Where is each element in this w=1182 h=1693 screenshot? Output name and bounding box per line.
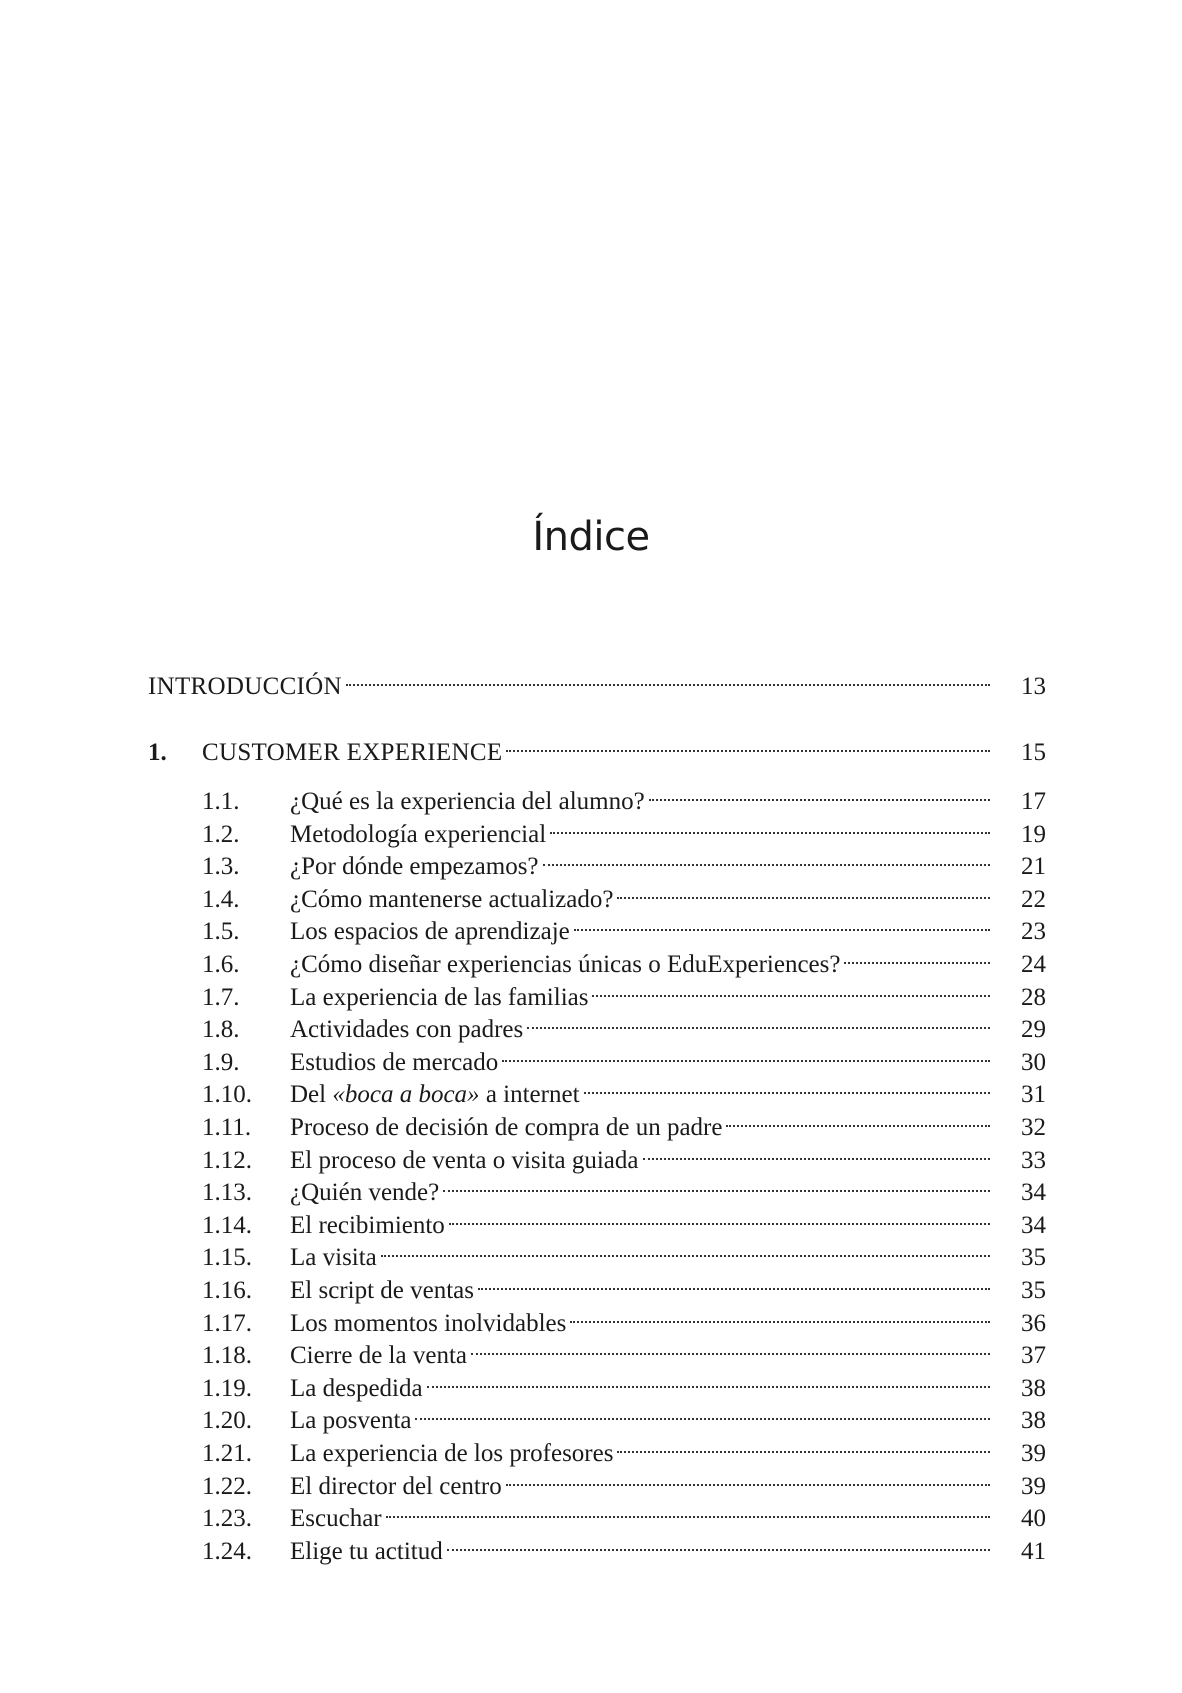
dot-leader: [447, 1525, 990, 1559]
toc-entry-page: 37: [1021, 1342, 1046, 1370]
dot-leader: [506, 726, 990, 760]
toc-entry-title: Estudios de mercado: [290, 1048, 499, 1076]
toc-section-number: 1.4.: [202, 885, 240, 913]
dot-leader: [427, 1362, 990, 1396]
toc-section-number: 1.9.: [202, 1048, 240, 1076]
toc-entry-title: Los momentos inolvidables: [290, 1309, 567, 1337]
toc-entry: [148, 1101, 1046, 1141]
toc-entry-page: 23: [1021, 918, 1046, 946]
toc-entry-page: 32: [1021, 1114, 1046, 1141]
toc-entry-page: 21: [1021, 853, 1046, 881]
toc-entry: [148, 1525, 1046, 1565]
dot-leader: [415, 1394, 990, 1428]
toc-section-number: 1.8.: [202, 1016, 240, 1044]
toc-entry-chapter-1: [148, 726, 1046, 766]
toc-entry-title: Escuchar: [290, 1505, 382, 1533]
toc-entry: [148, 840, 1046, 881]
toc-entry-title: La visita: [290, 1244, 377, 1272]
dot-leader: [649, 775, 990, 809]
toc-entry-page: 29: [1021, 1016, 1046, 1044]
dot-leader: [584, 1068, 990, 1102]
toc-section-number: 1.24.: [202, 1537, 252, 1565]
toc-entry: [148, 1166, 1046, 1207]
toc-entry-page: 30: [1021, 1048, 1046, 1076]
toc-entry-title: CUSTOMER EXPERIENCE: [202, 739, 503, 766]
toc-entry-title: Elige tu actitud: [290, 1537, 443, 1565]
toc-section-number: 1.20.: [202, 1407, 252, 1435]
toc-entry-page: 13: [1021, 673, 1046, 700]
toc-entry-page: 33: [1021, 1146, 1046, 1174]
toc-entry-title: La posventa: [290, 1407, 412, 1435]
dot-leader: [617, 873, 990, 907]
toc-entry-page: 31: [1021, 1081, 1046, 1109]
page-title: Índice: [532, 514, 650, 560]
toc-entry-title: ¿Por dónde empezamos?: [290, 853, 539, 881]
toc-entry: [148, 938, 1046, 978]
toc-entry: [148, 1297, 1046, 1337]
dot-leader: [386, 1492, 990, 1526]
toc-section-number: 1.17.: [202, 1309, 252, 1337]
toc-section-number: 1.14.: [202, 1211, 252, 1239]
toc-entry-title: El director del centro: [290, 1472, 502, 1500]
toc-entry-title: Metodología experiencial: [290, 820, 547, 848]
toc-entry: [148, 1394, 1046, 1435]
dot-leader: [381, 1231, 990, 1265]
toc-entry-title: Cierre de la venta: [290, 1342, 467, 1370]
toc-entry: [148, 1460, 1046, 1500]
dot-leader: [574, 905, 990, 939]
toc-section-number: 1.23.: [202, 1505, 252, 1533]
toc-section-number: 1.1.: [202, 788, 240, 815]
toc-entry-page: 38: [1021, 1407, 1046, 1435]
dot-leader: [443, 1166, 990, 1200]
dot-leader: [471, 1329, 990, 1363]
toc-entry-title: El recibimiento: [290, 1211, 445, 1239]
toc-entry: [148, 873, 1046, 913]
toc-entry-title: ¿Cómo mantenerse actualizado?: [290, 885, 614, 913]
toc-entry-page: 38: [1021, 1374, 1046, 1402]
toc-section-number: 1.10.: [202, 1081, 252, 1109]
dot-leader: [527, 1003, 990, 1037]
toc-entry-title-emphasis: «boca a boca»: [332, 1081, 480, 1109]
toc-entry-page: 34: [1021, 1211, 1046, 1239]
toc-entry: [148, 1362, 1046, 1402]
toc-entry: [148, 1329, 1046, 1370]
toc-entry-title: El proceso de venta o visita guiada: [290, 1146, 639, 1174]
toc-section-number: 1.2.: [202, 820, 240, 848]
dot-leader: [550, 808, 990, 842]
toc-section-number: 1.21.: [202, 1440, 252, 1467]
dot-leader: [643, 1134, 991, 1168]
toc-entry-page: 15: [1021, 739, 1046, 766]
toc-entry-title: El script de ventas: [290, 1277, 474, 1304]
toc-entry-title: La experiencia de las familias: [290, 983, 589, 1011]
toc-section-number: 1.22.: [202, 1472, 252, 1500]
toc-entry-page: 39: [1021, 1472, 1046, 1500]
toc-section-number: 1.6.: [202, 951, 240, 978]
toc-entry-introduccion: [148, 660, 1046, 700]
dot-leader: [449, 1199, 990, 1233]
toc-entry: [148, 1134, 1046, 1174]
dot-leader: [617, 1427, 990, 1461]
toc-chapter-number: 1.: [148, 739, 167, 766]
toc-section-number: 1.11.: [202, 1114, 252, 1141]
toc-entry-page: 28: [1021, 983, 1046, 1011]
toc-entry-title-part: a internet: [479, 1081, 580, 1109]
toc-entry-title: ¿Qué es la experiencia del alumno?: [290, 788, 645, 815]
toc-entry-page: 39: [1021, 1440, 1046, 1467]
toc-entry-page: 41: [1021, 1537, 1046, 1565]
toc-section-number: 1.7.: [202, 983, 240, 1011]
toc-section-number: 1.12.: [202, 1146, 252, 1174]
toc-entry: [148, 1492, 1046, 1533]
toc-entry: [148, 971, 1046, 1011]
toc-entry-page: 40: [1021, 1505, 1046, 1533]
dot-leader: [726, 1101, 990, 1135]
toc-entry: [148, 905, 1046, 946]
toc-section-number: 1.16.: [202, 1277, 252, 1304]
toc-section-number: 1.18.: [202, 1342, 252, 1370]
toc-entry-page: 34: [1021, 1179, 1046, 1207]
toc-section-number: 1.5.: [202, 918, 240, 946]
toc-section-number: 1.15.: [202, 1244, 252, 1272]
toc-entry-page: 22: [1021, 885, 1046, 913]
dot-leader: [502, 1036, 990, 1070]
dot-leader: [346, 660, 990, 694]
toc-section-number: 1.19.: [202, 1374, 252, 1402]
toc-entry-title: Actividades con padres: [290, 1016, 524, 1044]
toc-entry-title: INTRODUCCIÓN: [148, 673, 342, 700]
toc-entry-title: Los espacios de aprendizaje: [290, 918, 570, 946]
toc-entry-title: La despedida: [290, 1374, 423, 1402]
toc-entry-title: ¿Cómo diseñar experiencias únicas o EduExperiences?: [290, 951, 841, 978]
toc-section-number: 1.13.: [202, 1179, 252, 1207]
dot-leader: [543, 840, 990, 874]
dot-leader: [478, 1264, 990, 1298]
toc-entry: [148, 1003, 1046, 1044]
toc-entry-page: 19: [1021, 820, 1046, 848]
toc-entry-title-part: Del: [290, 1081, 333, 1109]
toc-entry: [148, 808, 1046, 848]
dot-leader: [592, 971, 990, 1005]
toc-entry-page: 36: [1021, 1309, 1046, 1337]
dot-leader: [506, 1460, 990, 1494]
toc-section-number: 1.3.: [202, 853, 240, 881]
toc-entry-title: La experiencia de los profesores: [290, 1440, 614, 1467]
toc-entry-title: ¿Quién vende?: [290, 1179, 440, 1207]
dot-leader: [570, 1297, 990, 1331]
toc-entry-page: 24: [1021, 951, 1046, 978]
toc-entry-page: 17: [1021, 788, 1046, 815]
toc-entry-page: 35: [1021, 1244, 1046, 1272]
dot-leader: [844, 938, 990, 972]
toc-entry: [148, 1427, 1046, 1467]
toc-entry: [148, 1036, 1046, 1076]
toc-entry-page: 35: [1021, 1277, 1046, 1304]
toc-entry: [148, 1231, 1046, 1272]
toc-entry-title: Proceso de decisión de compra de un padre: [290, 1114, 723, 1141]
toc-entry: [148, 775, 1046, 815]
toc-entry: [148, 1199, 1046, 1239]
toc-entry: [148, 1264, 1046, 1304]
toc-entry: [148, 1068, 1046, 1109]
